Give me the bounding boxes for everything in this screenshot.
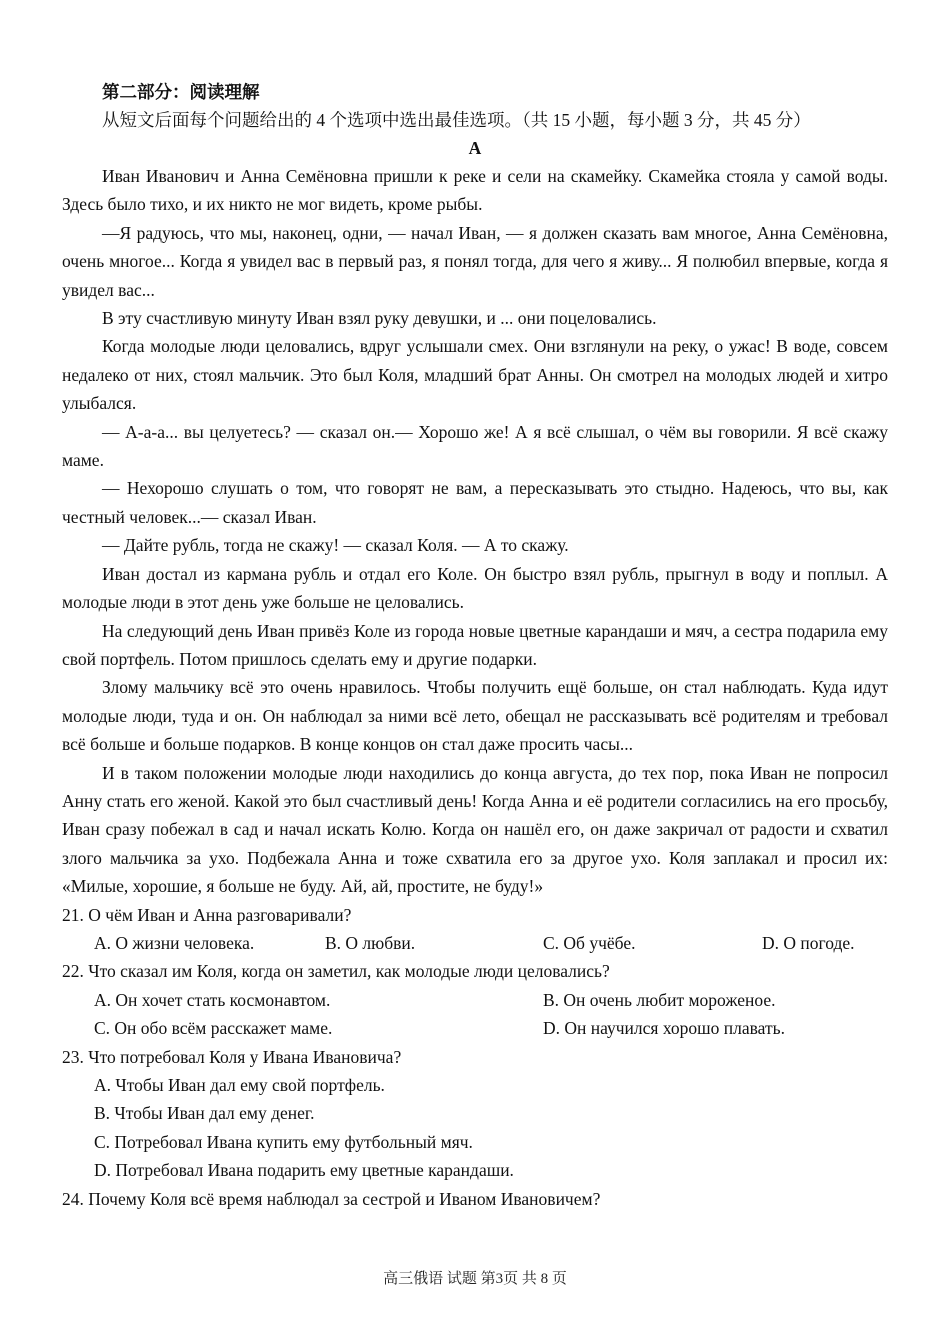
answer-option-b: B. Чтобы Иван дал ему денег.	[94, 1103, 315, 1124]
question-23	[62, 1043, 888, 1185]
answer-option-b: B. Он очень любит мороженое.	[543, 989, 776, 1010]
question-24	[62, 1185, 888, 1213]
question-text: 21. О чём Иван и Анна разговаривали?	[62, 904, 352, 925]
answer-option-d: D. Потребовал Ивана подарить ему цветные карандаши.	[94, 1160, 514, 1181]
answer-option-c: C. Потребовал Ивана купить ему футбольный мяч.	[94, 1131, 473, 1152]
answer-options	[94, 1071, 888, 1185]
answer-option-a: A. О жизни человека.	[94, 932, 255, 953]
passage-paragraph: — Нехорошо слушать о том, что говорят не вам, а пересказывать это стыдно. Надеюсь, что вы, как честный человек...— сказал Иван.	[62, 478, 888, 527]
section-instructions: 从短文后面每个问题给出的 4 个选项中选出最佳选项。（共 15 小题，每小题 3 分，共 45 分）	[102, 110, 811, 130]
passage-paragraph: Злому мальчику всё это очень нравилось. Чтобы получить ещё больше, он стал наблюдать. Куда идут молодые люди, туда и он. Он наблюдал за ними всё лето, обещал не рассказывать всё родителям и требовал всё больше и больше подарков. В конце концов он стал даже просить часы...	[62, 677, 888, 755]
answer-option-a: A. Он хочет стать космонавтом.	[94, 989, 331, 1010]
answer-option-c: C. Об учёбе.	[543, 932, 636, 953]
passage-paragraph: — Дайте рубль, тогда не скажу! — сказал Коля. — А то скажу.	[102, 535, 569, 556]
question-text: 24. Почему Коля всё время наблюдал за сестрой и Иваном Ивановичем?	[62, 1188, 601, 1209]
passage-body	[62, 162, 888, 901]
passage-label: A	[468, 138, 482, 158]
passage-paragraph: На следующий день Иван привёз Коле из города новые цветные карандаши и мяч, а сестра подарила ему свой портфель. Потом пришлось сделать ему и другие подарки.	[62, 620, 888, 669]
answer-options	[94, 986, 888, 1043]
question-21	[62, 901, 888, 958]
page-content	[62, 78, 888, 1213]
answer-option-a: A. Чтобы Иван дал ему свой портфель.	[94, 1075, 385, 1095]
question-text: 23. Что потребовал Коля у Ивана Ивановича?	[62, 1046, 402, 1067]
passage-paragraph: Когда молодые люди целовались, вдруг услышали смех. Они взглянули на реку, о ужас! В воде, совсем недалеко от них, стоял мальчик. Это был Коля, младший брат Анны. Он смотрел на молодых людей и хитро улыбался.	[62, 336, 888, 414]
passage-paragraph: — А-а-а... вы целуетесь? — сказал он.— Хорошо же! А я всё слышал, о чём вы говорили. Я всё скажу маме.	[62, 421, 888, 471]
answer-option-b: B. О любви.	[325, 932, 416, 953]
answer-options	[94, 929, 888, 957]
passage-paragraph: Иван Иванович и Анна Семёновна пришли к реке и сели на скамейку. Скамейка стояла у самой воды. Здесь было тихо, и их никто не мог видеть, кроме рыбы.	[62, 166, 888, 215]
answer-option-d: D. Он научился хорошо плавать.	[543, 1018, 786, 1039]
passage-paragraph: Иван достал из кармана рубль и отдал его Коле. Он быстро взял рубль, прыгнул в воду и поплыл. А молодые люди в этот день уже больше не целовались.	[62, 563, 888, 613]
page-footer: 高三俄语 试题 第3页 共 8 页	[383, 1271, 567, 1287]
passage-paragraph: —Я радуюсь, что мы, наконец, одни, — начал Иван, — я должен сказать вам многое, Анна Семёновна, очень многое... Когда я увидел вас в первый раз, я понял тогда, для чего я живу... Я полюбил впервые, когда я увидел вас...	[62, 222, 888, 300]
question-22	[62, 957, 888, 1042]
answer-option-d: D. О погоде.	[762, 932, 855, 953]
section-title: 第二部分：阅读理解	[102, 82, 260, 102]
answer-option-c: C. Он обо всём расскажет маме.	[94, 1018, 333, 1039]
passage-paragraph: В эту счастливую минуту Иван взял руку девушки, и ... они поцеловались.	[102, 308, 657, 329]
question-text: 22. Что сказал им Коля, когда он заметил, как молодые люди целовались?	[62, 961, 610, 982]
passage-paragraph: И в таком положении молодые люди находились до конца августа, до тех пор, пока Иван не попросил Анну стать его женой. Какой это был счастливый день! Когда Анна и её родители согласились на его просьбу, Иван сразу побежал в сад и начал искать Колю. Когда он нашёл его, он даже закричал от радости и схватил злого мальчика за ухо. Подбежала Анна и тоже схватила его за другое ухо. Коля заплакал и просил их: «Милые, хорошие, я больше не буду. Ай, ай, простите, не буду!»	[62, 762, 888, 897]
